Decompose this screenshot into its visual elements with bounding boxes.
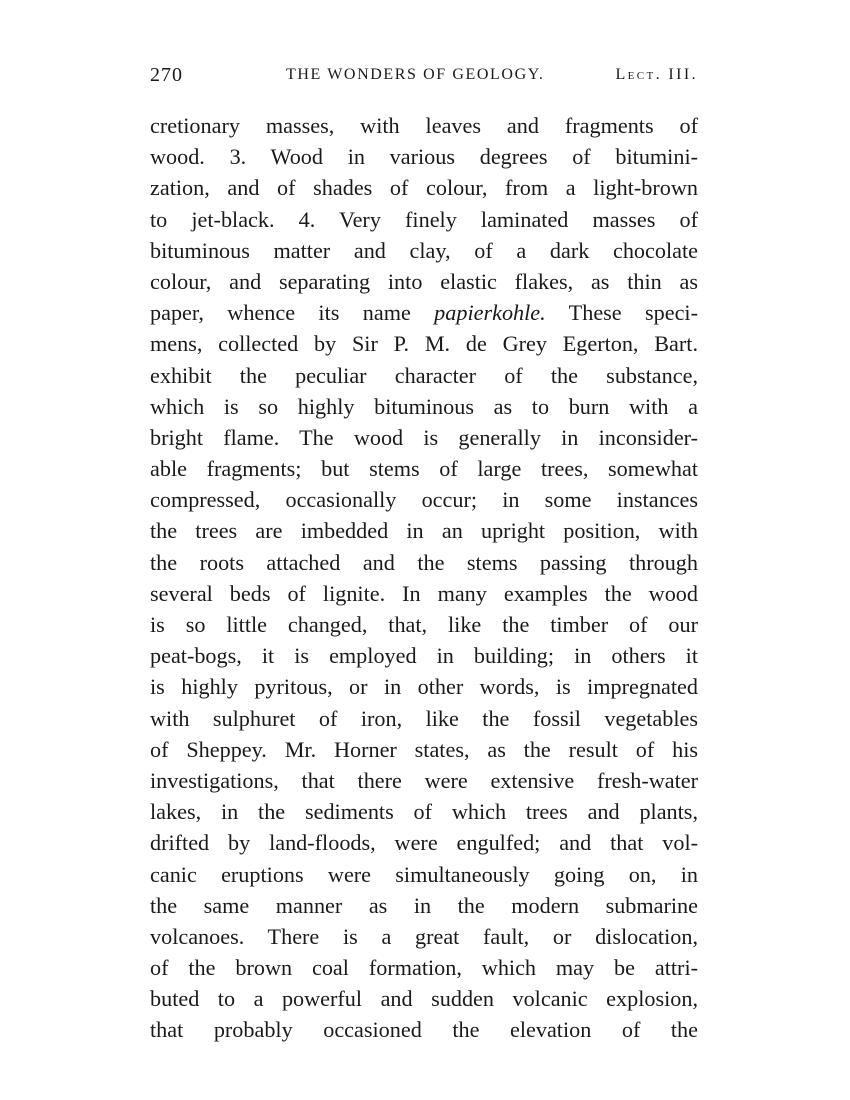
text-segment: These speci- [545,300,698,326]
text-line: several beds of lignite. In many examples the wood [150,580,698,606]
text-line: buted to a powerful and sudden volcanic explosion, [150,986,698,1012]
text-line: wood. 3. Wood in various degrees of bitumini- [150,144,698,170]
text-line [150,297,698,328]
text-line: cretionary masses, with leaves and fragments of [150,113,698,138]
italic-term: papierkohle. [434,300,546,326]
text-line: exhibit the peculiar character of the substance, [150,362,698,388]
text-line: bright flame. The wood is generally in inconsider- [150,424,698,450]
text-line: is so little changed, that, like the timber of our [150,612,698,637]
text-line: compressed, occasionally occur; in some instances [150,487,698,513]
running-title: THE WONDERS OF GEOLOGY. [286,66,545,83]
text-line: the same manner as in the modern submarine [150,892,698,918]
text-line: is highly pyritous, or in other words, is impregnated [150,674,698,700]
text-line: to jet-black. 4. Very finely laminated masses of [150,206,698,232]
text-line: of the brown coal formation, which may be attri- [150,955,698,981]
text-line: mens, collected by Sir P. M. de Grey Egerton, Bart. [150,331,698,357]
text-line: with sulphuret of iron, like the fossil vegetables [150,705,698,731]
body-text [150,110,698,1046]
text-line: investigations, that there were extensive fresh-water [150,767,698,793]
text-line: the roots attached and the stems passing through [150,549,698,575]
text-line: colour, and separating into elastic flakes, as thin as [150,268,698,294]
text-line: canic eruptions were simultaneously going on, in [150,861,698,887]
running-head [150,64,698,94]
text-line: volcanoes. There is a great fault, or dislocation, [150,923,698,949]
text-line: able fragments; but stems of large trees, somewhat [150,456,698,482]
text-line: drifted by land-floods, were engulfed; and that vol- [150,830,698,856]
lecture-label: Lect. III. [615,66,698,83]
text-line: peat-bogs, it is employed in building; in others it [150,643,698,669]
text-line: which is so highly bituminous as to burn with a [150,393,698,419]
text-segment: paper, whence its name [150,300,435,326]
text-line: zation, and of shades of colour, from a light-brown [150,175,698,201]
text-line: that probably occasioned the elevation of the [150,1017,698,1043]
text-line: bituminous matter and clay, of a dark chocolate [150,237,698,263]
page-number: 270 [150,64,183,86]
text-line: of Sheppey. Mr. Horner states, as the result of his [150,736,698,762]
text-line: the trees are imbedded in an upright position, with [150,518,698,544]
text-line: lakes, in the sediments of which trees and plants, [150,799,698,825]
